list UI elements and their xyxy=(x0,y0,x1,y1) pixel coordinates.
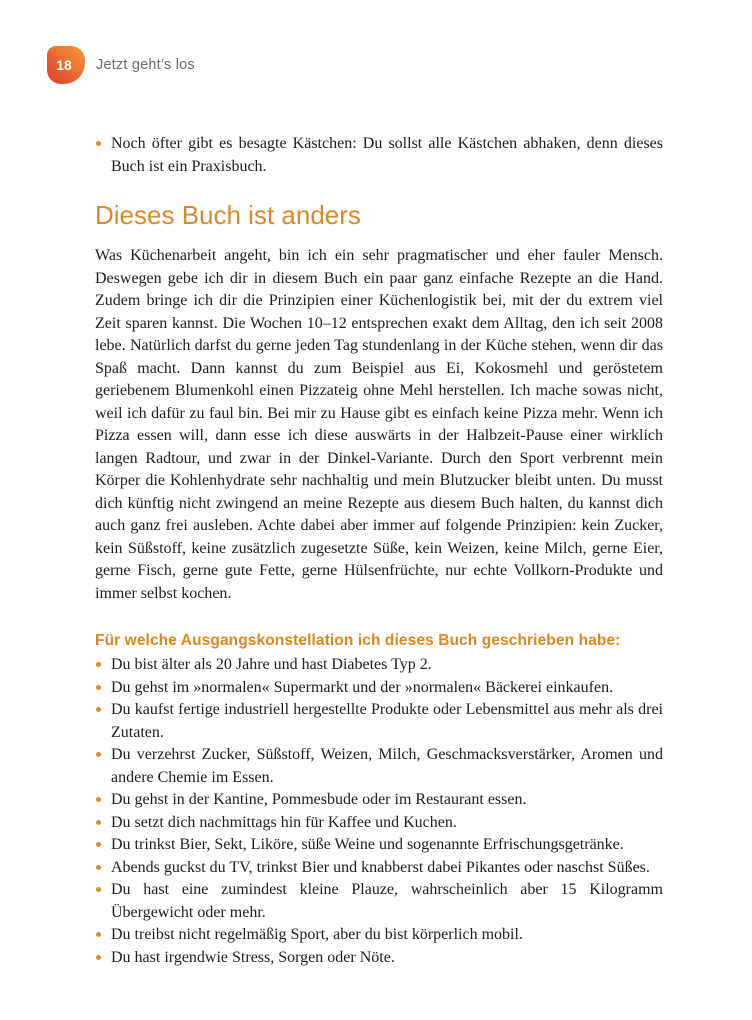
bullet-icon xyxy=(96,707,101,712)
list-item-text: Du hast irgendwie Stress, Sorgen oder Nöte. xyxy=(111,948,395,966)
list-item xyxy=(95,924,663,947)
checklist-heading: Für welche Ausgangskonstellation ich dieses Buch geschrieben habe: xyxy=(95,632,621,649)
list-item-text: Abends guckst du TV, trinkst Bier und knabberst dabei Pikantes oder naschst Süßes. xyxy=(111,858,650,876)
list-item-text: Du gehst im »normalen« Supermarkt und der »normalen« Bäckerei einkaufen. xyxy=(111,678,614,696)
page-number-badge xyxy=(47,46,85,84)
bullet-icon xyxy=(96,662,101,667)
section-heading: Dieses Buch ist anders xyxy=(95,200,361,230)
page-content xyxy=(95,133,663,969)
list-item-text: Noch öfter gibt es besagte Kästchen: Du sollst alle Kästchen abhaken, denn dieses Buch ist ein Praxisbuch. xyxy=(111,135,663,175)
list-item xyxy=(95,699,663,744)
bullet-icon xyxy=(96,685,101,690)
list-item xyxy=(95,857,663,880)
list-item xyxy=(95,677,663,700)
list-item-text: Du verzehrst Zucker, Süßstoff, Weizen, Milch, Geschmacksverstärker, Aromen und andere Chemie im Essen. xyxy=(111,746,663,786)
list-item xyxy=(95,744,663,789)
page-number: 18 xyxy=(56,57,72,73)
list-item-text: Du setzt dich nachmittags hin für Kaffee und Kuchen. xyxy=(111,813,457,831)
list-item xyxy=(95,834,663,857)
list-item-text: Du gehst in der Kantine, Pommesbude oder im Restaurant essen. xyxy=(111,791,527,808)
bullet-icon xyxy=(96,932,101,937)
bullet-icon xyxy=(96,842,101,847)
list-item-text: Du trinkst Bier, Sekt, Liköre, süße Weine und sogenannte Erfrischungsgetränke. xyxy=(111,836,624,853)
list-item-text: Du treibst nicht regelmäßig Sport, aber du bist körperlich mobil. xyxy=(111,926,523,943)
body-paragraph: Was Küchenarbeit angeht, bin ich ein sehr pragmatischer und eher fauler Mensch. Deswegen gebe ich dir in diesem Buch ein paar ganz einfache Rezepte an die Hand. Zudem bringe ich dir die Prinzipien einer Küchenlogistik bei, mit der du extrem viel Zeit sparen kannst. Die Wochen 10–12 entsprechen exakt dem Alltag, den ich seit 2008 lebe. Natürlich darfst du gerne jeden Tag stundenlang in der Küche stehen, wenn dir das Spaß macht. Dann kannst du zum Beispiel aus Ei, Kokosmehl und geröstetem geriebenem Blumenkohl einen Pizzateig ohne Mehl herstellen. Ich mache sowas nicht, weil ich dafür zu faul bin. Bei mir zu Hause gibt es einfach keine Pizza mehr. Wenn ich Pizza essen will, dann esse ich diese auswärts in der Halbzeit-Pause einer wirklich langen Radtour, und zwar in der Dinkel-Variante. Durch den Sport verbrennt mein Körper die Kohlenhydrate sehr nachhaltig und mein Blutzucker bleibt unten. Du musst dich künftig nicht zwingend an meine Rezepte aus diesem Buch halten, du kannst dich auch ganz frei ausleben. Achte dabei aber immer auf folgende Prinzipien: kein Zucker, kein Süßstoff, keine zusätzlich zugesetzte Süße, kein Weizen, keine Milch, gerne Eier, gerne Fisch, gerne gute Fette, gerne Hülsenfrüchte, nur echte Vollkorn-Produkte und immer selbst kochen. xyxy=(95,247,663,602)
list-item xyxy=(95,789,663,812)
bullet-icon xyxy=(96,797,101,802)
list-item xyxy=(95,133,663,178)
page-header xyxy=(47,46,195,84)
list-item-text: Du kaufst fertige industriell hergestellte Produkte oder Lebensmittel aus mehr als drei Zutaten. xyxy=(111,701,663,741)
list-item-text: Du hast eine zumindest kleine Plauze, wahrscheinlich aber 15 Kilogramm Übergewicht oder mehr. xyxy=(111,881,663,921)
bullet-icon xyxy=(96,141,101,146)
bullet-icon xyxy=(96,865,101,870)
bullet-icon xyxy=(96,820,101,825)
running-head-title: Jetzt geht’s los xyxy=(96,57,195,73)
list-item xyxy=(95,812,663,835)
checklist xyxy=(95,654,663,969)
list-item xyxy=(95,947,663,970)
bullet-icon xyxy=(96,887,101,892)
list-item xyxy=(95,879,663,924)
bullet-icon xyxy=(96,752,101,757)
list-item xyxy=(95,654,663,677)
list-item-text: Du bist älter als 20 Jahre und hast Diabetes Typ 2. xyxy=(111,656,432,673)
bullet-icon xyxy=(96,955,101,960)
intro-bullet-list xyxy=(95,133,663,178)
